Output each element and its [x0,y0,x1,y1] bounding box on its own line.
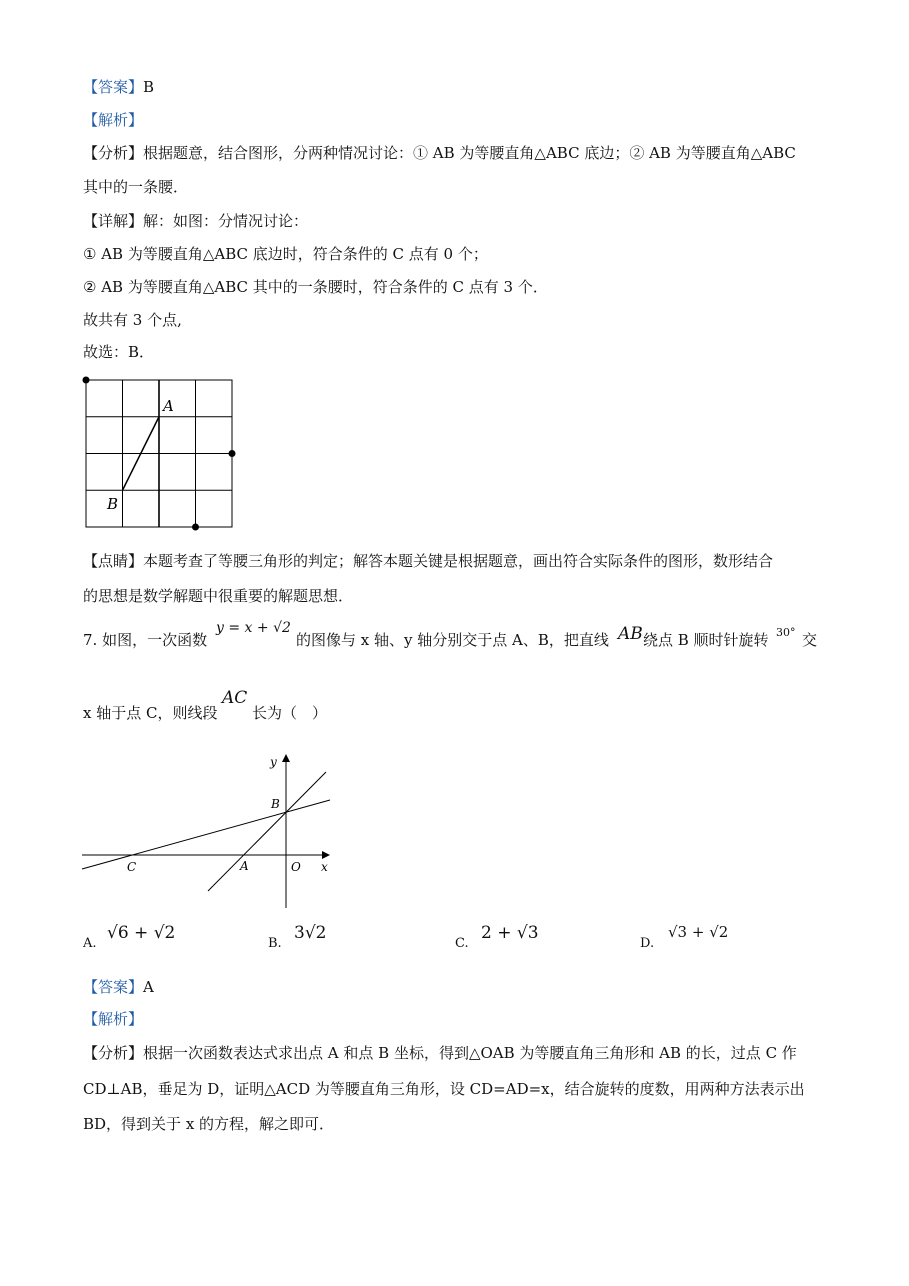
xiangjie-text: 解：如图：分情况讨论： [143,212,309,230]
option-d-value: √3 + √2 [668,923,729,941]
q7-line-2b: 长为（ ） [252,704,328,722]
q7-text-c: 交 [802,631,818,649]
choose-line: 故选：B． [83,343,155,361]
q7-line-1 [83,630,207,650]
jiexi-heading: 【解析】 [83,111,144,129]
xiangjie-line [83,211,308,231]
point-c-1 [83,377,90,384]
answer-line [83,77,154,97]
q7-ab: AB [618,624,643,644]
dianjing-tag: 【点睛】 [83,552,144,570]
q7-answer-value: A [143,978,154,996]
q7-fenxi-line-2: CD⊥AB，垂足为 D，证明△ACD 为等腰直角三角形，设 CD=AD=x，结合旋转的度数，用两种方法表示出 [83,1080,805,1098]
graph-label-a: A [240,859,249,873]
graph-label-c: C [127,860,137,874]
option-d-letter: D. [640,936,655,951]
graph-label-y: y [270,755,277,769]
option-a-value: √6 + √2 [107,923,176,943]
option-b-value: 3√2 [294,923,327,943]
fenxi-line-2: 其中的一条腰． [83,178,189,196]
dianjing-line-2: 的思想是数学解题中很重要的解题思想． [83,587,354,605]
q7-text-b: 绕点 B 顺时针旋转 [643,631,769,649]
graph-label-o: O [291,860,301,874]
graph-label-b: B [271,797,280,811]
q7-ac: AC [222,688,248,708]
grid-label-b: B [107,495,119,513]
q7-answer-tag: 【答案】 [83,978,144,996]
grid-figure [78,372,243,534]
option-a-letter: A. [83,936,97,951]
graph-label-x: x [321,860,328,874]
q7-number: 7. 如图，一次函数 [83,631,208,649]
fenxi-text: 根据题意，结合图形，分两种情况讨论：① AB 为等腰直角△ABC 底边；② AB 为等腰直角△ABC [143,144,796,162]
q7-jiexi-heading: 【解析】 [83,1010,144,1028]
total-line: 故共有 3 个点, [83,311,182,329]
case-1-line: ① AB 为等腰直角△ABC 底边时，符合条件的 C 点有 0 个； [83,245,488,263]
point-c-2 [229,450,236,457]
q7-fenxi-tag: 【分析】 [83,1044,144,1062]
line-ab [208,772,326,891]
q7-text-a: 的图像与 x 轴、y 轴分别交于点 A、B，把直线 [296,631,609,649]
case-2-line: ② AB 为等腰直角△ABC 其中的一条腰时，符合条件的 C 点有 3 个． [83,278,548,296]
answer-value: B [143,78,155,96]
q7-fenxi-text: 根据一次函数表达式求出点 A 和点 B 坐标，得到△OAB 为等腰直角三角形和 AB 的长，过点 C 作 [143,1044,797,1062]
q7-answer-line [83,977,154,997]
point-c-3 [192,524,199,531]
line-bc [82,800,330,869]
grid-label-a: A [163,397,174,415]
xiangjie-tag: 【详解】 [83,212,144,230]
fenxi-tag: 【分析】 [83,144,144,162]
q7-equation: y = x + √2 [216,620,291,636]
fenxi-line-1 [83,143,796,163]
option-c-value: 2 + √3 [481,923,539,943]
q7-fenxi-line-3: BD，得到关于 x 的方程，解之即可． [83,1115,335,1133]
q7-line-2a: x 轴于点 C，则线段 [83,704,218,722]
q7-degree: 30° [776,626,796,639]
option-b-letter: B. [268,936,282,951]
option-c-letter: C. [455,936,469,951]
dianjing-line-1 [83,551,773,571]
dianjing-text: 本题考查了等腰三角形的判定；解答本题关键是根据题意，画出符合实际条件的图形，数形结合 [143,552,774,570]
q7-fenxi-line-1 [83,1043,797,1063]
q7-graph [78,748,338,910]
answer-tag: 【答案】 [83,78,144,96]
